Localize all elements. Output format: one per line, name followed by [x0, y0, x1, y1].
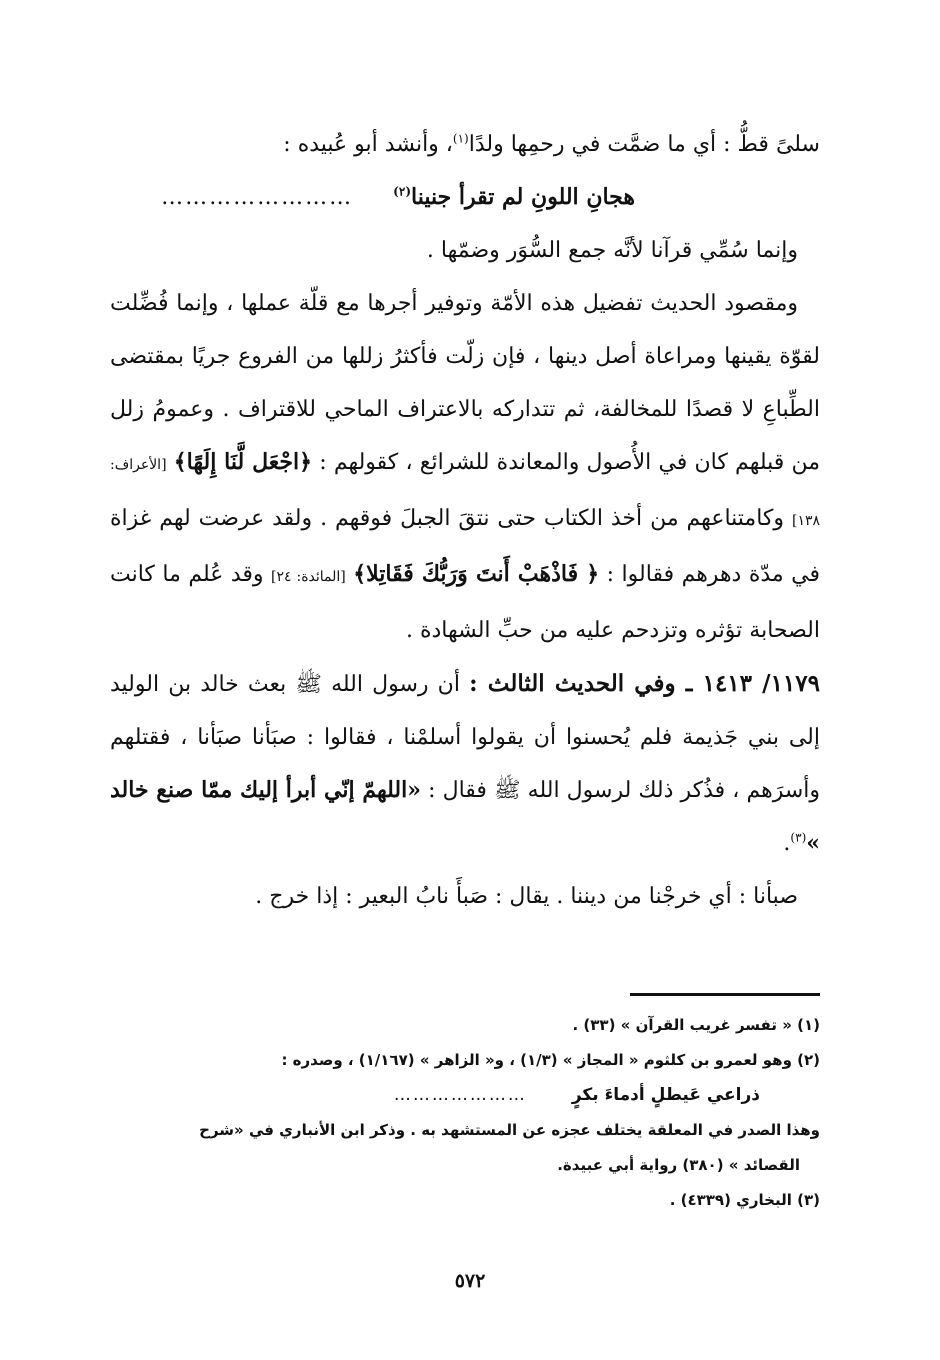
footnote-2-note-line-2: القصائد » (٣٨٠) رواية أبي عبيدة.: [557, 1156, 800, 1174]
footnote-2: (٢) وهو لعمرو بن كلثوم « المجاز » (١/٣) ، و« الزاهر » (١/١٦٧) ، وصدره :: [281, 1051, 820, 1069]
line-1-text: سلىً قطُّ : أي ما ضمَّت في رحمِها ولدًا: [468, 132, 820, 157]
paragraph-line-1: [110, 118, 820, 171]
poem-verse: [110, 171, 820, 224]
verse-text: هجانِ اللونِ لم تقرأ جنينا$^{(٢)}$: [393, 184, 635, 210]
footnote-marker-2: (٢): [393, 184, 411, 199]
quran-verse-2: ﴿ فَاذْهَبْ أَنتَ وَرَبُّكَ فَقَاتِلا﴾: [353, 561, 600, 587]
commentary-part-c: وقد عُلم ما كانت الصحابة تؤثره وتزدحم عليه من حبِّ الشهادة .: [110, 562, 820, 643]
footnote-marker-1: (١): [452, 131, 469, 146]
commentary-part-a: ومقصود الحديث تفضيل هذه الأمّة وتوفير أجرها مع قلّة عملها ، وإنما فُضِّلت لقوّة يقينها ومراعاة أصل دينها ، فإن زلّت فأكثرُ زللها من الفروع جريًا بمقتضى الطِّباعِ لا قصدًا للمخالفة، ثم تتداركه بالاعتراف الماحي للاقتراف . وعمومُ زلل من قبلهم كان في الأُصول والمعاندة للشرائع ، كقولهم :: [110, 291, 821, 475]
paragraph-hadith: [110, 657, 820, 870]
footnote-2-note-line-1: وهذا الصدر في المعلقة يختلف عجزه عن المستشهد به . وذكر ابن الأنباري في «شرح: [199, 1121, 820, 1139]
quran-verse-1: ﴿اجْعَل لَّنَا إِلَهًا﴾: [173, 449, 312, 475]
paragraph-definition: صبأنا : أي خرجْنا من ديننا . يقال : صَبأَ نابُ البعير : إذا خرج .: [255, 884, 798, 909]
footnote-2-verse-dots: …………………: [393, 1085, 527, 1105]
footnote-1: (١) « تفسر غريب القرآن » (٣٣) .: [572, 1016, 820, 1034]
hadith-quote: «اللهمّ إنّي أبرأ إليك ممّا صنع خالد »: [110, 777, 820, 856]
quran-ref-1: [الأعراف: ١٣٨]: [110, 457, 820, 529]
hadith-end: .: [783, 831, 791, 856]
footnote-marker-3: (٣): [790, 830, 807, 845]
page-number: ٥٧٢: [454, 1270, 486, 1292]
paragraph-commentary: [110, 277, 820, 657]
main-text: [110, 118, 820, 923]
footnote-3: (٣) البخاري (٤٣٣٩) .: [669, 1191, 820, 1209]
line-1-end: ، وأنشد أبو عُبيده :: [283, 132, 453, 157]
quran-ref-2: [المائدة: ٢٤]: [271, 569, 346, 585]
footnote-2-verse: [110, 1078, 820, 1113]
footnote-2-verse-text: ذراعي عَيطلٍ أدماءَ بكرٍ: [571, 1085, 760, 1105]
footnotes: [110, 1008, 820, 1218]
hadith-heading: ١١٧٩/ ١٤١٣ ـ وفي الحديث الثالث :: [469, 670, 820, 697]
paragraph-quran-name: وإنما سُمِّي قرآنا لأنَّه جمع السُّوَر وضمّها .: [426, 238, 798, 263]
commentary-part-b: وكامتناعهم من أخذ الكتاب حتى نتقَ الجبلَ فوقهم . ولقد عرضت لهم غزاة في مدّة دهرهم فقالوا :: [110, 506, 821, 587]
verse-dots: ……………………: [161, 185, 354, 210]
hadith-text: أن رسول الله ﷺ بعث خالد بن الوليد إلى بني جَذيمة فلم يُحسنوا أن يقولوا أسلمْنا ، فقالوا : صبَأنا صبَأنا ، فقتلهم وأسرَهم ، فذُكر ذلك لرسول الله ﷺ فقال :: [110, 672, 820, 803]
footnote-divider: [630, 993, 820, 996]
